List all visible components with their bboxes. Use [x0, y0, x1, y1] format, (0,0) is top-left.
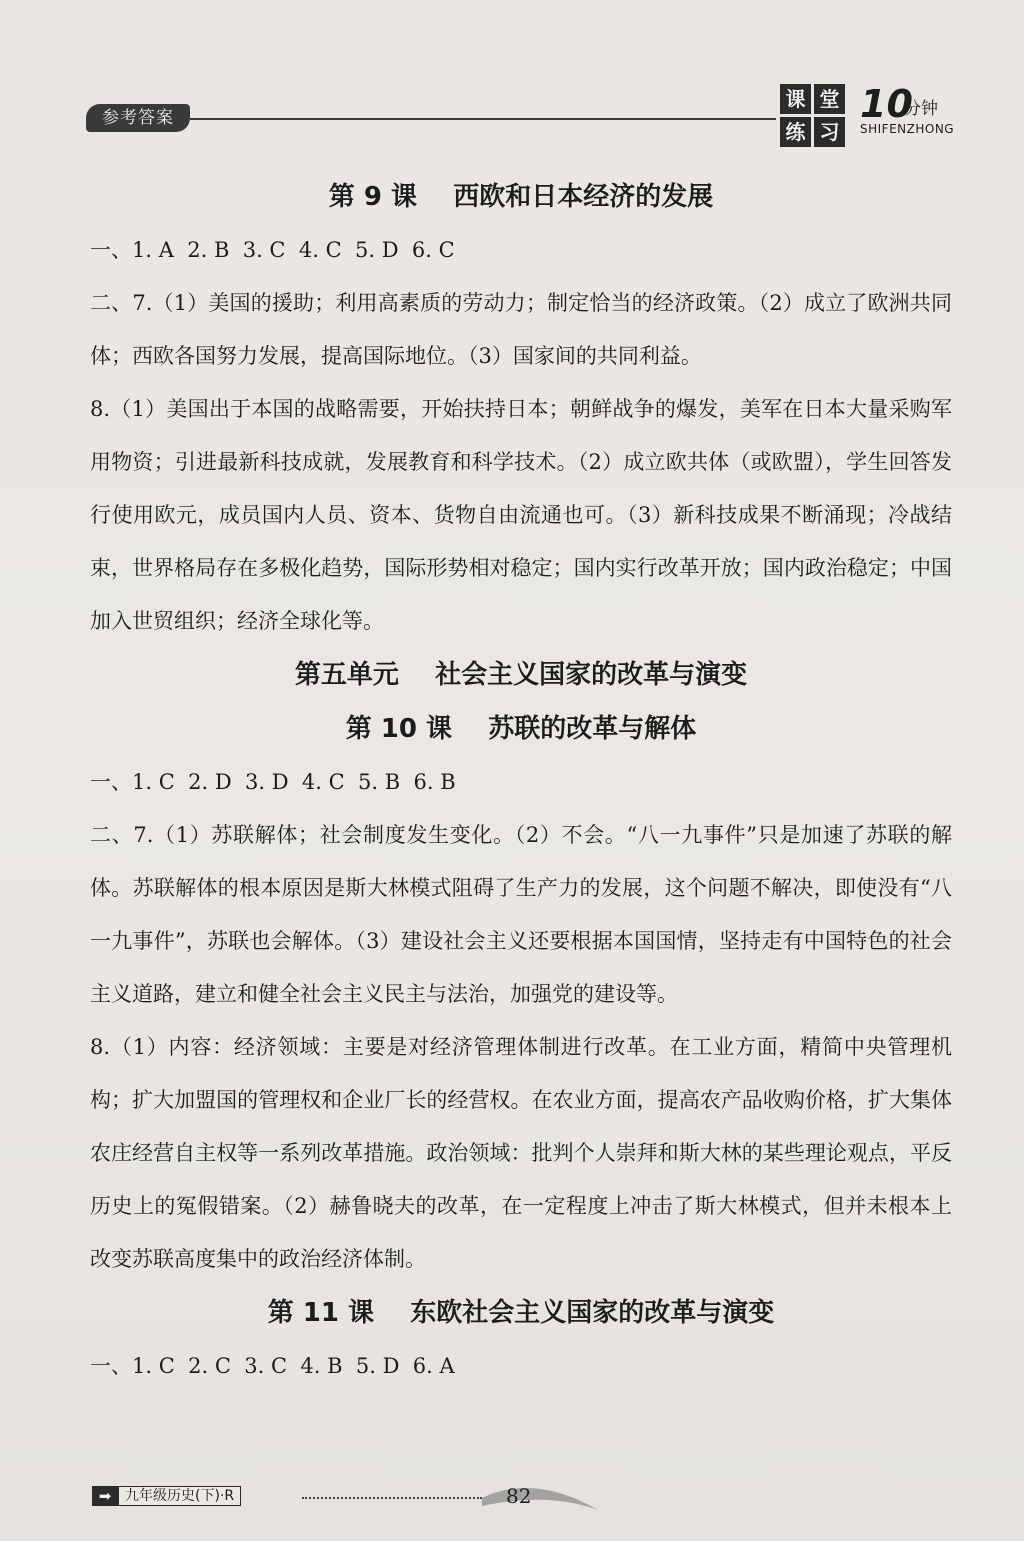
logo-char-3: 练	[780, 117, 811, 147]
answer-content	[90, 170, 952, 1393]
page-swoosh-decoration	[480, 1476, 600, 1520]
lesson-9-choice-answers: 一、1. A 2. B 3. C 4. C 5. D 6. C	[90, 238, 455, 262]
lesson-10-q8-answer: 8.（1）内容：经济领域：主要是对经济管理体制进行改革。在工业方面，精简中央管理机构；扩大加盟国的管理权和企业厂长的经营权。在农业方面，提高农产品收购价格，扩大集体农庄经营自主权等一系列改革措施。政治领域：批判个人崇拜和斯大林的某些理论观点，平反历史上的冤假错案。（2）赫鲁晓夫的改革，在一定程度上冲击了斯大林模式，但并未根本上改变苏联高度集中的政治经济体制。	[90, 1035, 952, 1271]
lesson-10-q7-answer: 二、7.（1）苏联解体；社会制度发生变化。（2）不会。“八一九事件”只是加速了苏联的解体。苏联解体的根本原因是斯大林模式阻碍了生产力的发展，这个问题不解决，即使没有“八一九事件”，苏联也会解体。（3）建设社会主义还要根据本国国情，坚持走有中国特色的社会主义道路，建立和健全社会主义民主与法治，加强党的建设等。	[90, 823, 952, 1006]
logo-char-4: 习	[814, 117, 845, 147]
arrow-icon: ➡	[92, 1486, 118, 1506]
lesson-9-title: 第 9 课 西欧和日本经济的发展	[328, 182, 714, 212]
series-logo	[780, 84, 960, 154]
lesson-10-title: 第 10 课 苏联的改革与解体	[345, 714, 697, 744]
lesson-10-choice-answers: 一、1. C 2. D 3. D 4. C 5. B 6. B	[90, 770, 456, 794]
page-number: 82	[506, 1484, 532, 1508]
lesson-11-title: 第 11 课 东欧社会主义国家的改革与演变	[267, 1298, 775, 1328]
logo-char-1: 课	[780, 84, 811, 114]
logo-number: 10	[860, 82, 913, 126]
lesson-9-q7-answer: 二、7.（1）美国的援助；利用高素质的劳动力；制定恰当的经济政策。（2）成立了欧洲共同体；西欧各国努力发展，提高国际地位。（3）国家间的共同利益。	[90, 291, 952, 368]
logo-unit: 分钟	[904, 99, 938, 119]
logo-char-2: 堂	[814, 84, 845, 114]
footer-dotted-rule	[302, 1497, 482, 1499]
answer-key-tag: 参考答案	[86, 104, 190, 132]
book-label: 九年级历史(下)·R	[118, 1486, 241, 1506]
logo-subtitle: SHIFENZHONG	[860, 122, 955, 136]
header-rule	[190, 118, 776, 120]
logo-grid	[780, 84, 848, 148]
lesson-9-q8-answer: 8.（1）美国出于本国的战略需要，开始扶持日本；朝鲜战争的爆发，美军在日本大量采购军用物资；引进最新科技成就，发展教育和科学技术。（2）成立欧共体（或欧盟），学生回答发行使用欧元，成员国内人员、资本、货物自由流通也可。（3）新科技成果不断涌现；冷战结束，世界格局存在多极化趋势，国际形势相对稳定；国内实行改革开放；国内政治稳定；中国加入世贸组织；经济全球化等。	[90, 397, 952, 633]
lesson-11-choice-answers: 一、1. C 2. C 3. C 4. B 5. D 6. A	[90, 1354, 455, 1378]
unit-5-title: 第五单元 社会主义国家的改革与演变	[294, 660, 748, 690]
